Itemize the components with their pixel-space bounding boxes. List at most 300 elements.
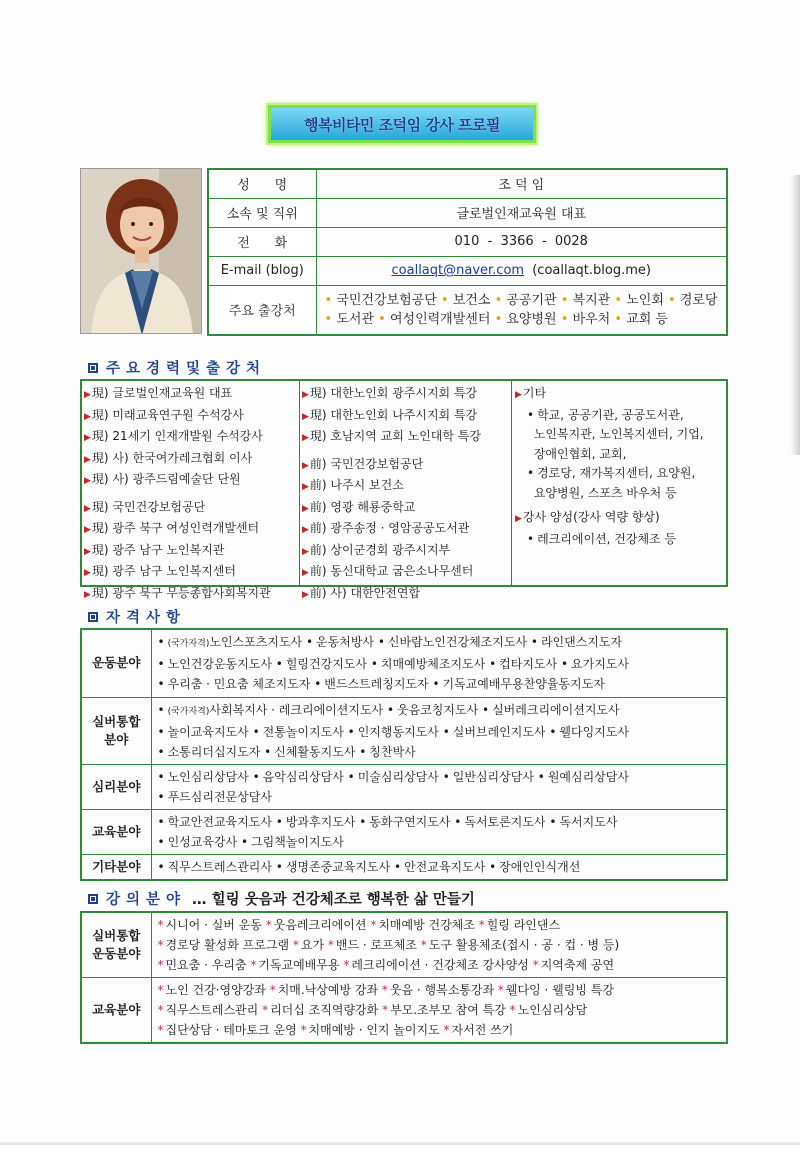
venue-item: 경로당	[679, 292, 718, 308]
star-bullet-icon: *	[157, 918, 164, 932]
career-item	[302, 384, 509, 406]
career-item-text: 現) 광주 남구 노인복지관	[91, 542, 225, 557]
bullet-dot-icon: •	[530, 635, 538, 650]
career-item-text: 前) 동신대학교 굽은소나무센터	[309, 564, 474, 578]
triangle-bullet-icon: ▶	[84, 433, 91, 443]
table-row	[81, 809, 727, 854]
star-bullet-icon: *	[269, 983, 276, 997]
career-list-former	[302, 455, 509, 606]
bullet-dot-icon: •	[252, 724, 260, 739]
career-item-text: 現) 대한노인회 나주시지회 특강	[309, 407, 478, 422]
qualification-item: 일반심리상담사	[452, 769, 534, 784]
star-bullet-icon: *	[381, 983, 388, 997]
venues-cell	[316, 285, 727, 335]
qualification-item: 직무스트레스관리사	[167, 859, 272, 874]
career-item-text: 現) 광주 남구 노인복지센터	[91, 564, 236, 578]
bullet-dot-icon: •	[527, 407, 535, 422]
row-items-cell	[151, 912, 727, 978]
qualification-item: 방과후지도사	[285, 814, 356, 829]
qualification-item: 독서지도사	[559, 814, 618, 829]
qualification-item: 실버레크리에이션지도사	[492, 702, 620, 717]
bullet-dot-icon: •	[527, 466, 535, 480]
bullet-dot-icon: •	[442, 769, 450, 784]
star-bullet-icon: *	[497, 983, 504, 997]
qualification-item: 노인건강운동지도사	[167, 657, 272, 672]
row-category-label: 운동분야	[81, 629, 151, 697]
lecture-item: 민요춤 · 우리춤	[165, 958, 247, 972]
qualification-item: 놀이교육지도사	[167, 724, 249, 739]
triangle-bullet-icon: ▶	[302, 589, 309, 600]
career-title-text: 주요경력및출강처	[106, 361, 267, 377]
bullet-dot-icon	[527, 486, 531, 500]
qualification-item: 치매예방체조지도사	[380, 657, 486, 672]
row-items-cell	[151, 629, 727, 697]
career-item	[302, 406, 509, 428]
career-list-current-2	[84, 498, 297, 606]
career-item-text: 前) 영광 해룡중학교	[309, 499, 416, 514]
row-category-label: 실버통합 운동분야	[81, 912, 151, 978]
star-bullet-icon: *	[250, 958, 257, 972]
lecture-item: 밴드 · 로프체조	[335, 938, 417, 952]
bullet-dot-icon: •	[314, 677, 322, 692]
bullet-dot-icon: •	[560, 292, 573, 308]
bullet-dot-icon: •	[549, 724, 557, 739]
qualification-item: 칭찬박사	[369, 744, 416, 759]
star-bullet-icon: *	[157, 938, 164, 952]
lecture-item: 웰다잉 · 웰링빙 특강	[505, 983, 614, 997]
phone-value: 010 - 3366 - 0028	[316, 227, 727, 256]
bullet-dot-icon: •	[275, 657, 283, 672]
star-bullet-icon: *	[443, 1023, 450, 1037]
qualification-item: 밴드스트레칭지도자	[324, 677, 429, 692]
star-bullet-icon: *	[509, 1003, 516, 1017]
lecture-item: 웃음 · 행복소통강좌	[389, 983, 495, 997]
star-bullet-icon: *	[300, 1023, 307, 1037]
bullet-dot-icon: •	[252, 769, 260, 784]
bullet-dot-icon: •	[157, 814, 165, 829]
row-items-cell	[151, 854, 727, 880]
qualification-item: 라인댄스지도자	[540, 635, 623, 650]
star-bullet-icon: *	[157, 1003, 164, 1017]
email-cell	[316, 256, 727, 285]
lecture-item: 자서전 쓰기	[451, 1023, 514, 1037]
items-line	[158, 980, 721, 1000]
triangle-bullet-icon: ▶	[302, 390, 309, 400]
triangle-bullet-icon: ▶	[84, 476, 91, 486]
lecture-item: 레크리에이션 · 건강체조 강사양성	[351, 958, 529, 972]
items-line	[158, 832, 721, 852]
bullet-dot-icon: •	[377, 635, 385, 650]
triangle-bullet-icon: ▶	[84, 390, 91, 400]
lecture-item: 시니어 · 실버 운동	[165, 918, 262, 932]
table-row	[81, 764, 727, 809]
venue-item: 보건소	[452, 292, 491, 308]
bullet-dot-icon: •	[494, 292, 507, 308]
items-line	[158, 700, 721, 722]
star-bullet-icon: *	[157, 1023, 164, 1037]
bullet-dot-icon: •	[527, 531, 535, 546]
career-other-item	[515, 406, 724, 426]
row-category-label: 심리분야	[81, 764, 151, 809]
career-item	[84, 384, 297, 406]
triangle-bullet-icon: ▶	[302, 411, 309, 422]
bullet-dot-icon: •	[157, 789, 165, 804]
section-square-icon	[88, 612, 98, 622]
qualification-item: 노인심리상담사	[167, 769, 249, 784]
career-item-text: 現) 사) 광주드림예술단 단원	[91, 472, 241, 486]
lecture-item: 기독교예배무용	[258, 958, 340, 972]
table-row	[81, 697, 727, 764]
career-item-text: 前) 나주시 보건소	[309, 478, 404, 492]
career-other-text: 학교, 공공기관, 공공도서관,	[537, 407, 684, 422]
career-item	[84, 519, 297, 541]
profile-table	[207, 168, 728, 336]
qualification-item: 소통리더십지도자	[167, 744, 261, 759]
row-category-label: 실버통합 분야	[81, 697, 151, 764]
career-item	[84, 427, 297, 449]
qualification-item: 운동처방사	[316, 635, 375, 650]
career-item	[302, 427, 509, 449]
national-cert-tag: (국가자격)	[167, 639, 210, 650]
bullet-dot-icon: •	[324, 292, 337, 308]
bullet-dot-icon: •	[157, 677, 165, 692]
career-training-list	[515, 530, 724, 550]
national-cert-tag: (국가자격)	[167, 706, 210, 717]
triangle-bullet-icon: ▶	[302, 503, 309, 514]
lecture-item: 지역축제 공연	[540, 958, 615, 972]
triangle-bullet-icon: ▶	[84, 503, 91, 514]
triangle-bullet-icon: ▶	[302, 433, 309, 443]
lecture-item: 치매예방 건강체조	[378, 918, 475, 932]
venue-item: 국민건강보험공단	[336, 292, 437, 308]
bullet-dot-icon: •	[494, 311, 507, 327]
star-bullet-icon: *	[157, 983, 164, 997]
bullet-dot-icon: •	[157, 657, 165, 672]
career-other-list-1	[515, 406, 724, 465]
row-category-label: 기타분야	[81, 854, 151, 880]
row-items-cell	[151, 697, 727, 764]
bullet-dot-icon: •	[305, 635, 314, 650]
qualification-item: 노인스포츠지도사	[209, 635, 303, 650]
row-items-cell	[151, 809, 727, 854]
qualification-item: 음악심리상담사	[262, 769, 344, 784]
items-line	[158, 674, 721, 694]
career-other-item	[515, 464, 724, 484]
qualification-item: 신체활동지도사	[274, 744, 356, 759]
position-value: 글로벌인재교육원 대표	[316, 198, 727, 227]
career-item-text: 現) 21세기 인재개발원 수석강사	[91, 429, 263, 443]
career-item	[302, 519, 509, 541]
qualification-item: 장애인인식개선	[499, 859, 581, 874]
qualification-item: 컵타지도사	[499, 657, 558, 672]
career-item-text: 現) 사) 한국여가레크협회 이사	[91, 450, 253, 465]
career-other-text: 요양병원, 스포츠 바우처 등	[533, 485, 677, 500]
qualification-item: 전통놀이지도사	[262, 724, 344, 739]
bullet-dot-icon: •	[275, 814, 283, 829]
bullet-dot-icon: •	[386, 702, 395, 717]
career-item	[302, 455, 509, 477]
scroll-edge-indicator	[790, 175, 800, 455]
lecture-item: 경로당 활성화 프로그램	[165, 938, 290, 952]
venue-item: 바우처	[572, 311, 611, 327]
row-items-cell	[151, 764, 727, 809]
items-line	[158, 654, 721, 674]
star-bullet-icon: *	[382, 1003, 389, 1017]
qualification-item: 웰다잉지도사	[559, 724, 629, 739]
qualification-section-title	[88, 606, 186, 627]
bullet-dot-icon: •	[560, 657, 569, 672]
bullet-dot-icon: •	[359, 744, 367, 759]
lecture-item: 노인심리상담	[517, 1003, 588, 1017]
career-section-title	[88, 357, 266, 378]
bullet-dot-icon: •	[614, 311, 627, 327]
career-item-text: 現) 호남지역 교회 노인대학 특강	[309, 429, 481, 443]
lecture-item: 웃음레크리에이션	[273, 918, 367, 932]
lecture-item: 힐링 라인댄스	[486, 918, 561, 932]
bullet-dot-icon: •	[489, 859, 497, 874]
qualification-item: 기독교예배무용찬양율동지도자	[442, 677, 605, 692]
star-bullet-icon: *	[343, 958, 350, 972]
qualification-item: 신바람노인건강체조지도사	[387, 635, 528, 650]
career-column-2	[300, 381, 512, 600]
career-item	[302, 476, 509, 498]
star-bullet-icon: *	[327, 938, 334, 952]
career-other-item	[515, 445, 724, 465]
bullet-dot-icon: •	[240, 834, 249, 849]
bullet-dot-icon: •	[560, 311, 573, 327]
star-bullet-icon: *	[262, 1003, 269, 1017]
items-line	[158, 935, 721, 955]
career-item-text: 前) 광주송정 · 영암공공도서관	[309, 521, 470, 535]
bullet-dot-icon: •	[442, 724, 450, 739]
qualification-item: 인지행동지도사	[357, 724, 439, 739]
email-link[interactable]: coallaqt@naver.com	[391, 263, 525, 278]
bullet-dot-icon: •	[157, 724, 165, 739]
bullet-dot-icon: •	[668, 292, 680, 308]
career-item-text: 現) 대한노인회 광주시지회 특강	[309, 386, 478, 400]
qualification-title-text: 자격사항	[106, 610, 187, 626]
table-row	[81, 854, 727, 880]
banner-title: 행복비타민 조덕임 강사 프로필	[303, 115, 501, 134]
bottom-divider	[0, 1142, 800, 1145]
items-line	[158, 812, 721, 832]
bullet-dot-icon: •	[157, 769, 165, 784]
career-other-item	[515, 425, 724, 445]
triangle-bullet-icon: ▶	[302, 460, 309, 471]
qualification-item: 생명존중교육지도사	[285, 859, 391, 874]
row-category-label: 교육분야	[81, 809, 151, 854]
qualification-item: 웃음코칭지도사	[397, 702, 479, 717]
career-list-current-3	[302, 384, 509, 449]
star-bullet-icon: *	[292, 938, 299, 952]
bullet-dot-icon: •	[537, 769, 545, 784]
items-line	[158, 632, 721, 654]
triangle-bullet-icon: ▶	[302, 546, 309, 557]
qualification-item: 힐링건강지도사	[285, 657, 367, 672]
triangle-bullet-icon: ▶	[84, 568, 91, 578]
items-line	[158, 767, 721, 787]
career-other-heading: ▶기타	[515, 386, 547, 400]
career-item	[84, 470, 297, 492]
bullet-dot-icon	[527, 427, 531, 441]
bullet-dot-icon: •	[157, 834, 165, 849]
name-label: 성 명	[208, 169, 316, 198]
triangle-bullet-icon: ▶	[302, 525, 309, 535]
career-item	[302, 541, 509, 563]
career-item	[302, 562, 509, 584]
triangle-bullet-icon: ▶	[84, 589, 91, 600]
venue-item: 노인회	[626, 292, 664, 308]
lecture-item: 요가	[300, 938, 325, 952]
items-line	[158, 915, 721, 935]
qualification-item: 독서토론지도사	[464, 814, 546, 829]
blog-value: (coallaqt.blog.me)	[532, 263, 651, 278]
phone-label: 전 화	[208, 227, 316, 256]
career-other-item	[515, 484, 724, 504]
career-item	[84, 541, 297, 563]
items-line	[158, 722, 721, 742]
triangle-bullet-icon: ▶	[302, 482, 309, 492]
triangle-bullet-icon: ▶	[84, 525, 91, 535]
bullet-dot-icon: •	[489, 657, 497, 672]
bullet-dot-icon: •	[275, 859, 283, 874]
career-item-text: 前) 상이군경회 광주시지부	[309, 542, 451, 557]
bullet-dot-icon: •	[378, 311, 390, 327]
bullet-dot-icon: •	[347, 724, 355, 739]
career-item-text: 現) 광주 북구 여성인력개발센터	[91, 521, 260, 535]
title-banner	[268, 105, 536, 143]
bullet-dot-icon: •	[347, 769, 355, 784]
star-bullet-icon: *	[532, 958, 539, 972]
email-label: E-mail (blog)	[208, 256, 316, 285]
bullet-dot-icon: •	[324, 311, 337, 327]
bullet-dot-icon: •	[370, 657, 378, 672]
career-other-item	[515, 530, 724, 550]
items-line	[158, 857, 721, 877]
career-other-list-2	[515, 464, 724, 503]
qualification-item: 요가지도사	[571, 657, 629, 672]
career-list-current-1	[84, 384, 297, 492]
career-item	[84, 406, 297, 428]
career-training-heading: ▶강사 양성(강사 역량 향상)	[515, 510, 660, 524]
bullet-dot-icon	[527, 447, 531, 461]
qualification-item: 안전교육지도사	[404, 859, 486, 874]
qualification-item: 인성교육강사	[167, 834, 238, 849]
bullet-dot-icon: •	[394, 859, 402, 874]
items-line	[158, 1020, 721, 1040]
bullet-dot-icon: •	[440, 292, 453, 308]
position-label: 소속 및 직위	[208, 198, 316, 227]
table-row	[81, 629, 727, 697]
qualification-item: 미술심리상담사	[357, 769, 439, 784]
lecture-item: 치매.낙상예방 강좌	[277, 983, 379, 997]
qualification-item: 동화구연지도사	[369, 814, 451, 829]
career-other-text: 장애인협회, 교회,	[533, 446, 627, 461]
qualification-item: 우리춤 · 민요춤 체조지도자	[167, 677, 311, 692]
items-line	[158, 955, 721, 975]
qualification-item: 원예심리상담사	[547, 769, 629, 784]
items-line	[158, 742, 721, 762]
career-item	[84, 584, 297, 606]
career-column-3	[512, 381, 726, 585]
career-item-text: 現) 미래교육연구원 수석강사	[91, 407, 244, 422]
star-bullet-icon: *	[478, 918, 485, 932]
lecture-item: 집단상담 · 테마토크 운영	[165, 1023, 297, 1037]
lecture-item: 직무스트레스관리	[165, 1003, 259, 1017]
items-line	[158, 1000, 721, 1020]
star-bullet-icon: *	[370, 918, 377, 932]
lecture-item: 도구 활용체조(접시 · 공 · 컵 · 병 등)	[428, 938, 620, 952]
qualification-item: 사회복지사 · 레크리에이션지도사	[209, 702, 384, 717]
venue-item: 도서관	[336, 311, 374, 327]
career-item-text: 現) 국민건강보험공단	[91, 499, 206, 514]
lecture-item: 노인 건강·영양강좌	[165, 983, 266, 997]
bullet-dot-icon: •	[432, 677, 440, 692]
venues-line-1	[325, 291, 719, 310]
career-item	[84, 449, 297, 471]
bullet-dot-icon: •	[359, 814, 367, 829]
portrait-image	[81, 169, 202, 334]
table-row	[81, 978, 727, 1044]
section-square-icon	[88, 894, 98, 904]
qualification-item: 실버브레인지도사	[452, 724, 546, 739]
triangle-bullet-icon: ▶	[84, 454, 91, 465]
career-item-text: 現) 광주 북구 무등종합사회복지관	[91, 585, 271, 600]
bullet-dot-icon: •	[157, 744, 165, 759]
career-item-text: 前) 국민건강보험공단	[309, 456, 424, 471]
bullet-dot-icon: •	[157, 635, 165, 650]
career-item	[302, 584, 509, 606]
career-item	[84, 498, 297, 520]
venue-item: 교회 등	[626, 311, 669, 327]
career-item-text: 前) 사) 대한안전연합	[309, 585, 421, 600]
items-line	[158, 787, 721, 807]
triangle-bullet-icon: ▶	[84, 411, 91, 422]
bullet-dot-icon: •	[157, 859, 165, 874]
lecture-table	[80, 911, 728, 1044]
table-row	[81, 912, 727, 978]
row-category-label: 교육분야	[81, 978, 151, 1044]
career-other-text: 경로당, 재가복지센터, 요양원,	[537, 466, 696, 480]
venue-item: 여성인력개발센터	[389, 311, 491, 327]
name-value: 조 덕 임	[316, 169, 727, 198]
venue-item: 요양병원	[506, 311, 557, 327]
lecture-item: 치매예방 · 인지 놀이지도	[308, 1023, 440, 1037]
venues-label: 주요 출강처	[208, 285, 316, 335]
triangle-bullet-icon: ▶	[302, 568, 309, 578]
venue-item: 공공기관	[506, 292, 557, 308]
qualification-item: 그림책놀이지도사	[251, 834, 344, 849]
lecture-section-title	[88, 888, 475, 909]
row-items-cell	[151, 978, 727, 1044]
lecture-subtitle: … 힐링 웃음과 건강체조로 행복한 삶 만들기	[192, 892, 475, 908]
qualification-item: 푸드심리전문상담사	[167, 789, 272, 804]
star-bullet-icon: *	[420, 938, 427, 952]
bullet-dot-icon: •	[482, 702, 490, 717]
career-other-text: 노인복지관, 노인복지센터, 기업,	[533, 427, 704, 441]
bullet-dot-icon: •	[157, 702, 165, 717]
bullet-dot-icon: •	[454, 814, 462, 829]
qualification-table	[80, 628, 728, 881]
career-item	[302, 498, 509, 520]
career-column-1	[82, 381, 300, 600]
venues-line-2	[325, 310, 719, 329]
venue-item: 복지관	[572, 292, 611, 308]
career-item	[84, 562, 297, 584]
lecture-item: 리더십 조직역량강화	[270, 1003, 379, 1017]
lecture-title-text: 강의분야	[106, 892, 187, 908]
bullet-dot-icon: •	[549, 814, 557, 829]
